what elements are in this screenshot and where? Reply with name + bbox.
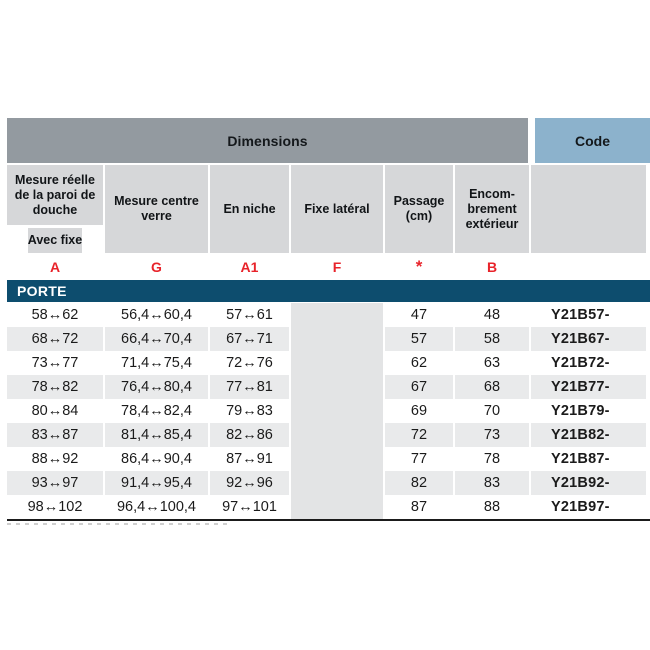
cell-passage: 62 (410, 355, 428, 371)
cell-encombrement: 58 (455, 327, 529, 351)
cell-passage: 77 (410, 451, 428, 467)
cell-encombrement: 63 (483, 355, 501, 371)
key-letter-a: A (49, 259, 61, 275)
cell-en-niche: 77↔81 (210, 375, 289, 399)
table-row (7, 399, 650, 423)
section-banner-label: PORTE (17, 283, 67, 299)
cell-en-niche: 79↔83 (226, 403, 273, 419)
table-row (7, 423, 650, 447)
cell-mesure-centre-verre: 86,4↔90,4 (121, 451, 192, 467)
cell-fixe-lateral (291, 423, 383, 447)
cell-encombrement: 73 (455, 423, 529, 447)
table-row (7, 327, 650, 351)
cell-mesure-centre-verre: 78,4↔82,4 (121, 403, 192, 419)
dimension-key-row (7, 254, 650, 280)
table-body (7, 303, 650, 519)
header-cell-mesure-reelle (7, 165, 103, 253)
table-row (7, 471, 650, 495)
header-cell-fixe-lateral: Fixe latéral (291, 165, 383, 253)
cell-code: Y21B87- (551, 451, 610, 467)
cell-mesure-reelle: 93↔97 (7, 471, 103, 495)
cell-mesure-centre-verre: 66,4↔70,4 (105, 327, 208, 351)
cell-code: Y21B97- (551, 499, 610, 515)
key-letter-b: B (486, 259, 498, 275)
cell-mesure-reelle: 80↔84 (31, 403, 79, 419)
cell-mesure-reelle: 98↔102 (27, 499, 83, 515)
table-row (7, 495, 650, 519)
cell-mesure-centre-verre: 81,4↔85,4 (105, 423, 208, 447)
header-cell-encombrement-exterieur: Encom- brement extérieur (455, 165, 529, 253)
dimensions-table (7, 118, 650, 525)
cell-fixe-lateral (291, 495, 383, 519)
key-letter-a1: A1 (240, 259, 259, 275)
key-letter-asterisk: * (415, 257, 423, 276)
header-cell-mesure-centre-verre: Mesure centre verre (105, 165, 208, 253)
cell-mesure-reelle: 58↔62 (31, 307, 79, 323)
cell-encombrement: 48 (483, 307, 501, 323)
cell-fixe-lateral (291, 399, 383, 423)
code-group-header (535, 118, 650, 163)
header-label-avec-fixe: Avec fixe (28, 228, 82, 253)
header-cell-code-blank (531, 165, 646, 253)
cell-passage: 82 (385, 471, 453, 495)
table-row (7, 375, 650, 399)
header-cell-en-niche: En niche (210, 165, 289, 253)
header-cell-passage: Passage (cm) (385, 165, 453, 253)
cell-mesure-centre-verre: 96,4↔100,4 (116, 499, 196, 515)
cell-encombrement: 83 (455, 471, 529, 495)
cell-fixe-lateral (291, 447, 383, 471)
cell-code: Y21B57- (551, 307, 610, 323)
cell-encombrement: 68 (455, 375, 529, 399)
cell-code: Y21B72- (551, 355, 610, 371)
dimensions-group-header (7, 118, 528, 163)
cell-passage: 67 (385, 375, 453, 399)
cell-passage: 72 (385, 423, 453, 447)
cell-code: Y21B77- (531, 375, 646, 399)
cell-en-niche: 67↔71 (210, 327, 289, 351)
cell-code: Y21B79- (551, 403, 610, 419)
cell-mesure-reelle: 83↔87 (7, 423, 103, 447)
table-top-band (7, 118, 650, 163)
cell-passage: 69 (410, 403, 428, 419)
cell-encombrement: 78 (483, 451, 501, 467)
cell-code: Y21B92- (531, 471, 646, 495)
table-header-row (7, 165, 650, 253)
cell-encombrement: 88 (483, 499, 501, 515)
cell-mesure-centre-verre: 56,4↔60,4 (121, 307, 192, 323)
cell-passage: 87 (410, 499, 428, 515)
cell-mesure-centre-verre: 76,4↔80,4 (105, 375, 208, 399)
key-letter-g: G (151, 259, 162, 275)
cell-en-niche: 57↔61 (226, 307, 273, 323)
cell-en-niche: 97↔101 (222, 499, 277, 515)
cell-mesure-reelle: 78↔82 (7, 375, 103, 399)
cell-fixe-lateral (291, 327, 383, 351)
band-divider (528, 118, 535, 163)
key-letter-f: F (332, 259, 342, 275)
table-bottom-rule (7, 519, 650, 521)
cell-mesure-reelle: 68↔72 (7, 327, 103, 351)
cell-fixe-lateral (291, 471, 383, 495)
section-banner-porte (7, 280, 650, 302)
cell-code: Y21B67- (531, 327, 646, 351)
table-row (7, 447, 650, 471)
cell-en-niche: 92↔96 (210, 471, 289, 495)
cell-en-niche: 87↔91 (226, 451, 273, 467)
cell-passage: 47 (410, 307, 428, 323)
cell-fixe-lateral (291, 375, 383, 399)
code-group-label: Code (575, 132, 610, 149)
cell-mesure-reelle: 73↔77 (31, 355, 79, 371)
table-row (7, 303, 650, 327)
cell-mesure-reelle: 88↔92 (31, 451, 79, 467)
cell-code: Y21B82- (531, 423, 646, 447)
cell-passage: 57 (385, 327, 453, 351)
table-bottom-ornament (7, 523, 227, 525)
cell-encombrement: 70 (483, 403, 501, 419)
cell-mesure-centre-verre: 91,4↔95,4 (105, 471, 208, 495)
cell-en-niche: 72↔76 (226, 355, 273, 371)
cell-en-niche: 82↔86 (210, 423, 289, 447)
cell-fixe-lateral (291, 303, 383, 327)
cell-fixe-lateral (291, 351, 383, 375)
table-row (7, 351, 650, 375)
header-label-mesure-reelle: Mesure réelle de la paroi de douche (7, 165, 103, 225)
dimensions-group-label: Dimensions (227, 132, 308, 149)
cell-mesure-centre-verre: 71,4↔75,4 (121, 355, 192, 371)
